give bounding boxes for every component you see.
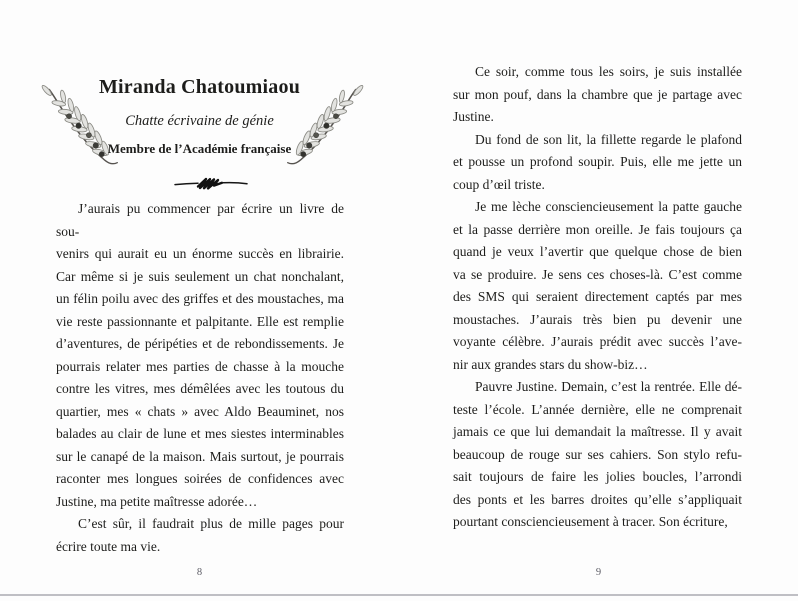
text-line: sur le canapé de la maison. Mais surtout, je pourrais [56, 448, 344, 464]
text-line: vie reste passionnante et palpitante. Elle est remplie [56, 313, 344, 329]
text-line: d’aventures, de péripéties et de rebondissements. Je [56, 336, 344, 351]
ink-flourish-divider-icon [174, 176, 248, 191]
text-line: voyante célèbre. J’aurais prédit avec succès l’ave- [453, 334, 742, 349]
author-tagline: Chatte écrivaine de génie [125, 113, 274, 129]
page-number-right: 9 [595, 567, 602, 578]
text-line: pourtant consciencieusement à tracer. Son écriture, [453, 514, 728, 529]
text-line: balades au clair de lune et mes siestes interminables [56, 426, 344, 441]
paragraph [56, 198, 344, 513]
text-line: quand je veux l’avertir que quelque chose de bien [453, 244, 742, 259]
right-page-text [453, 61, 742, 534]
text-line: Ce soir, comme tous les soirs, je suis installée [475, 64, 742, 79]
text-line: C’est sûr, il faudrait plus de mille pages pour [78, 516, 344, 531]
text-line: teste l’école. L’année dernière, elle ne comprenait [453, 401, 742, 417]
text-line: Pauvre Justine. Demain, c’est la rentrée. Elle dé- [475, 379, 742, 394]
text-line: un félin poilu avec des griffes et des moustaches, ma [56, 291, 344, 306]
paragraph [453, 129, 742, 197]
text-line: Du fond de son lit, la fillette regarde le plafond [475, 131, 742, 147]
text-line: quartier, mes « chats » avec Aldo Beauminet, nos [56, 403, 344, 419]
text-line: pourrais relater mes parties de chasse à la mouche [56, 358, 344, 374]
paragraph [453, 196, 742, 376]
text-line: Justine. [453, 109, 494, 124]
text-line: J’aurais pu commencer par écrire un livre de sou- [56, 201, 344, 239]
text-line: des ponts et les barres droites qu’elle s’appliquait [453, 491, 742, 507]
paragraph [453, 376, 742, 534]
text-line: Justine, ma petite maîtresse adorée… [56, 493, 258, 509]
text-line: beaucoup de rouge sur ses cahiers. Son stylo refu- [453, 446, 742, 462]
text-line: jamais ce que lui demandait la maîtresse. Il y avait [453, 424, 742, 439]
text-line: raconter mes longues soirées de confidences avec [56, 471, 344, 486]
text-line: coup d’œil triste. [453, 176, 545, 192]
left-page-text [56, 198, 344, 558]
page-right [399, 0, 798, 601]
text-line: contre les vitres, mes démêlées avec les toutous du [56, 381, 344, 396]
window-bottom-border [0, 594, 798, 596]
text-line: Car même si je suis seulement un chat nonchalant, [56, 268, 344, 284]
text-line: moustaches. J’aurais très bien pu devenir une [453, 311, 742, 327]
paragraph [56, 513, 344, 558]
text-line: Je me lèche consciencieusement la patte gauche [475, 199, 742, 214]
text-line: va se produire. Je sens ces choses-là. C’est comme [453, 266, 742, 282]
text-line: nir aux grandes stars du show-biz… [453, 356, 648, 372]
page-number-left: 8 [196, 567, 203, 578]
text-line: écrire toute ma vie. [56, 538, 161, 554]
text-line: venirs qui aurait eu un énorme succès en librairie. [56, 246, 344, 261]
text-line: et pousse un profond soupir. Puis, elle me jette un [453, 154, 742, 169]
text-line: des SMS qui seraient directement captés par mes [453, 289, 742, 304]
paragraph [453, 61, 742, 129]
author-affiliation: Membre de l’Académie française [107, 141, 292, 156]
author-name: Miranda Chatoumiaou [98, 76, 301, 98]
text-line: et la passe derrière mon oreille. Je fais toujours ça [453, 221, 742, 237]
text-line: sait toujours de faire les jolies boucles, l’arrondi [453, 469, 742, 484]
text-line: sur mon pouf, dans la chambre que je partage avec [453, 86, 742, 102]
